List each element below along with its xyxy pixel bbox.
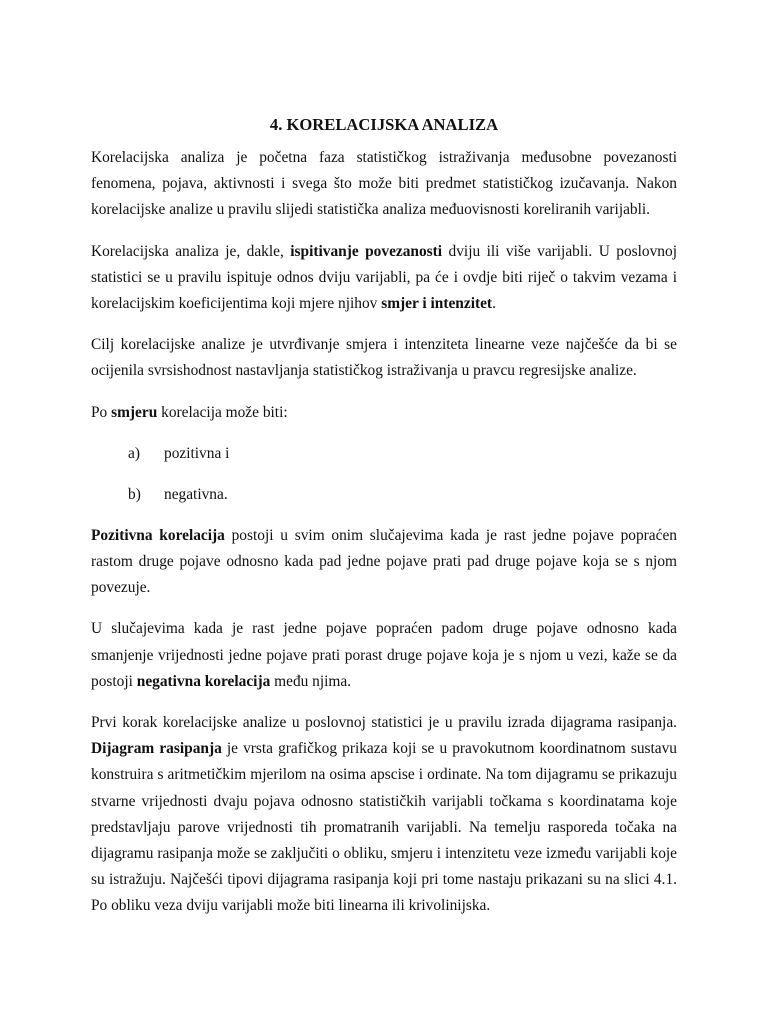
text-run: Po: [91, 403, 112, 421]
paragraph-intro: Korelacijska analiza je početna faza statističkog istraživanja međusobne povezanosti fenomena, pojava, aktivnosti i svega što može biti predmet statističkog izučavanja. Nakon korelacijske analize u pravilu slijedi statistička analiza međuovisnosti koreliranih varijabli.: [91, 149, 677, 219]
correlation-types-list: [91, 441, 677, 508]
paragraph-positive-correlation: [91, 523, 677, 602]
bold-term-pozitivna-korelacija: Pozitivna korelacija: [91, 526, 225, 544]
list-item-text: pozitivna i: [164, 444, 230, 462]
paragraph-negative-correlation: [91, 616, 677, 695]
list-marker: a): [128, 444, 140, 462]
bold-term-negativna-korelacija: negativna korelacija: [136, 672, 271, 690]
list-marker: b): [128, 485, 141, 503]
text-run: postoji u svim onim slučajevima kada je rast jedne pojave popraćen rastom druge pojave odnosno kada pad jedne pojave prati pad druge pojave koja se s njom povezuje.: [91, 526, 677, 597]
text-run: U slučajevima kada je rast jedne pojave popraćen padom druge pojave odnosno kada smanjenje vrijednosti jedne pojave prati porast druge pojave koja je s njom u vezi, kaže se da postoji: [91, 620, 677, 690]
document-body: [91, 112, 677, 935]
bold-term-smjeru: smjeru: [111, 403, 158, 421]
text-run: .: [492, 295, 496, 313]
paragraph-goal: Cilj korelacijske analize je utvrđivanje smjera i intenziteta linearne veze najčešće da bi se ocijenila svrsishodnost nastavljanja statističkog istraživanja u pravcu regresijske analize.: [91, 336, 677, 380]
paragraph-direction: [91, 400, 677, 426]
text-run: Korelacijska analiza je, dakle,: [91, 242, 291, 260]
text-run: među njima.: [270, 672, 352, 690]
bold-term-ispitivanje-povezanosti: ispitivanje povezanosti: [290, 242, 443, 260]
bold-term-dijagram-rasipanja: Dijagram rasipanja: [91, 740, 222, 758]
list-item-text: negativna.: [164, 485, 228, 503]
bold-term-smjer-i-intenzitet: smjer i intenzitet: [381, 295, 493, 313]
text-run: dviju ili više varijabli. U poslovnoj statistici se u pravilu ispituje odnos dviju varijabli, pa će i ovdje biti riječ o takvim vezama i korelacijskim koeficijentima koji mjere njihov: [91, 242, 677, 313]
list-item: [91, 441, 677, 467]
text-run: je vrsta grafičkog prikaza koji se u pravokutnom koordinatnom sustavu konstruira s aritmetičkim mjerilom na osima apscise i ordinate. Na tom dijagramu se prikazuju stvarne vrijednosti dvaju pojava odnosno statističkih varijabli točkama s koordinatama koje predstavljaju parove vrijednosti tih promatranih varijabli. Na temelju rasporeda točaka na dijagramu rasipanja može se zaključiti o obliku, smjeru i intenzitetu veze između varijabli koje su istražuju. Najčešći tipovi dijagrama rasipanja koji pri tome nastaju prikazani su na slici 4.1. Po obliku veza dviju varijabli može biti linearna ili krivolinijska.: [91, 740, 677, 915]
page-title: 4. KORELACIJSKA ANALIZA: [269, 115, 499, 134]
text-run: Prvi korak korelacijske analize u poslovnoj statistici je u pravilu izrada dijagrama rasipanja.: [91, 714, 677, 732]
paragraph-definition: [91, 239, 677, 318]
paragraph-scatter-diagram: [91, 710, 677, 920]
list-item: [91, 482, 677, 508]
text-run: korelacija može biti:: [157, 403, 288, 421]
